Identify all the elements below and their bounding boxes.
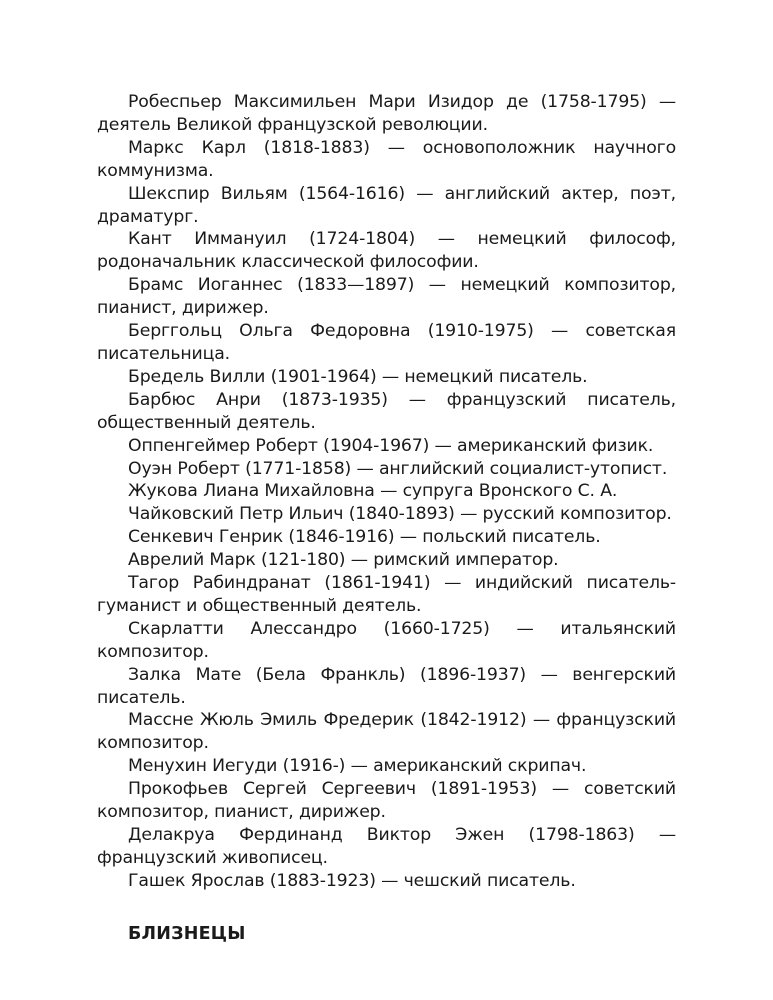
biography-entry: Прокофьев Сергей Сергеевич (1891-1953) — советский композитор, пианист, дирижер. bbox=[97, 779, 676, 823]
biography-entry: Чайковский Петр Ильич (1840-1893) — русский композитор. bbox=[128, 504, 672, 525]
biography-entry: Тагор Рабиндранат (1861-1941) — индийский писатель-гуманист и общественный деятель. bbox=[97, 573, 676, 616]
biography-entry: Менухин Иегуди (1916-) — американский скрипач. bbox=[128, 756, 587, 777]
biography-entry: Барбюс Анри (1873-1935) — французский писатель, общественный деятель. bbox=[97, 389, 676, 433]
biography-entry: Массне Жюль Эмиль Фредерик (1842-1912) — французский композитор. bbox=[97, 710, 676, 754]
biography-entry: Сенкевич Генрик (1846-1916) — польский писатель. bbox=[128, 527, 601, 548]
biography-entry: Скарлатти Алессандро (1660-1725) — итальянский композитор. bbox=[97, 618, 676, 662]
biography-entry: Оуэн Роберт (1771-1858) — английский социалист-утопист. bbox=[128, 458, 668, 479]
biography-entry: Жукова Лиана Михайловна — супруга Вронского С. А. bbox=[128, 481, 618, 502]
biography-entry: Шекспир Вильям (1564-1616) — английский актер, поэт, драматург. bbox=[97, 183, 676, 227]
biography-entry: Аврелий Марк (121-180) — римский император. bbox=[128, 550, 559, 571]
section-heading: БЛИЗНЕЦЫ bbox=[128, 923, 246, 944]
biography-entry: Делакруа Фердинанд Виктор Эжен (1798-1863) — французский живописец. bbox=[97, 825, 676, 868]
biography-entry: Оппенгеймер Роберт (1904-1967) — американский физик. bbox=[128, 435, 654, 456]
biography-entry: Берггольц Ольга Федоровна (1910-1975) — советская писательница. bbox=[97, 321, 676, 364]
biography-entry: Гашек Ярослав (1883-1923) — чешский писатель. bbox=[128, 870, 576, 891]
biography-entry: Маркс Карл (1818-1883) — основоположник научного коммунизма. bbox=[97, 137, 676, 181]
biography-entry: Робеспьер Максимильен Мари Изидор де (1758-1795) — деятель Великой французской революции. bbox=[97, 92, 676, 135]
biography-entry: Брамс Иоганнес (1833—1897) — немецкий композитор, пианист, дирижер. bbox=[97, 275, 676, 319]
document-page bbox=[97, 91, 676, 945]
biography-entry: Залка Мате (Бела Франкль) (1896-1937) — венгерский писатель. bbox=[97, 664, 676, 708]
biography-entry: Кант Иммануил (1724-1804) — немецкий философ, родоначальник классической философии. bbox=[97, 229, 676, 273]
biography-entry: Бредель Вилли (1901-1964) — немецкий писатель. bbox=[128, 366, 588, 387]
